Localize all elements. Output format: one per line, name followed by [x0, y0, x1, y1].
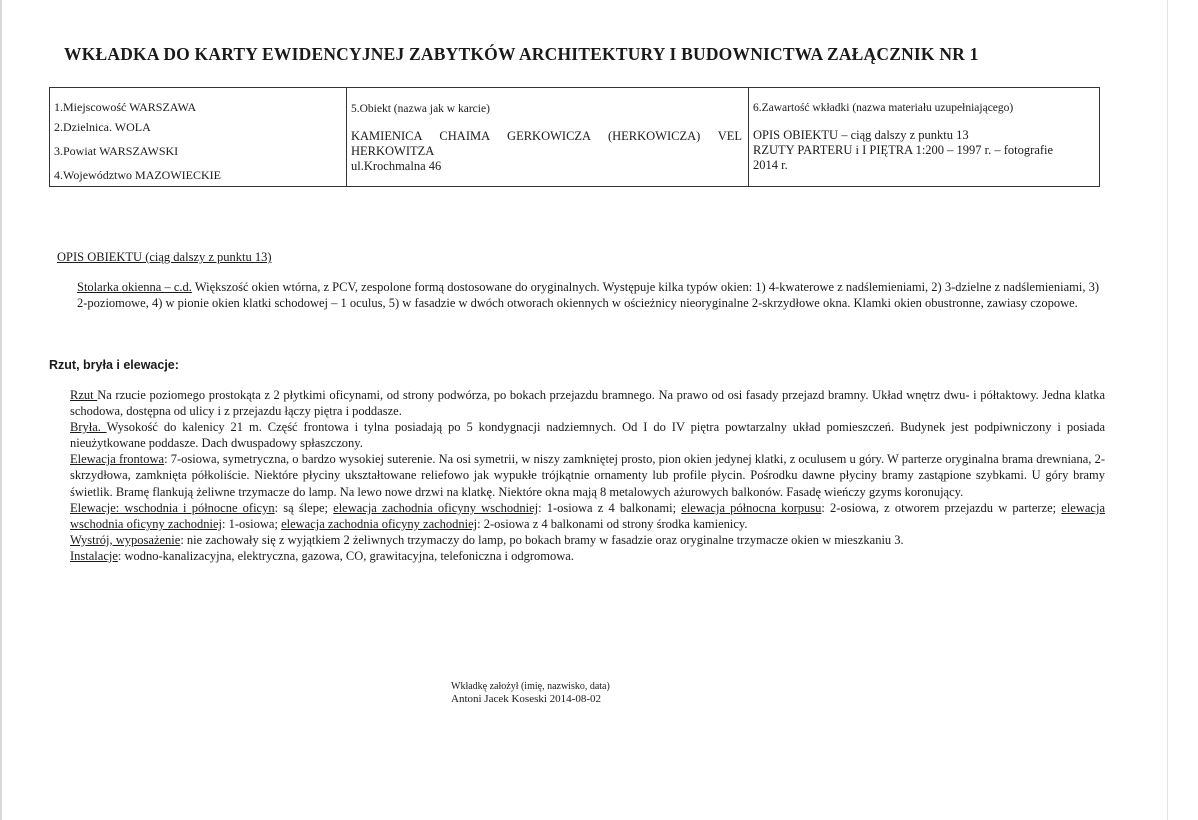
- object-address: ul.Krochmalna 46: [351, 159, 442, 173]
- scan-edge-left: [0, 0, 2, 820]
- front-elevation-text: : 7-osiowa, symetryczna, o bardzo wysokiej suterenie. Na osi symetrii, w niszy zamkniętej prosto, pion okien jedynej klatki, z oculusem u góry. W parterze oryginalna brama drewniana, 2-skrzydłowa, zamknięta półkoliście. Niektóre płyciny ukształtowane reliefowo jak wypukłe trójkątnie ornamenty lub profile płycin. Pośrodku dawne płyciny bramy zastąpione szybkami. U góry bramy świetlik. Bramę flankują żeliwne trzymacze do lamp. Na lewo nowe drzwi na klatkę. Niektóre okna mają 8 metalowych ażurowych balkonów. Fasadę wieńczy gzyms koronujący.: [70, 452, 1105, 499]
- elevations-paragraph: [70, 500, 1105, 532]
- plan-heading: Rzut, bryła i elewacje:: [49, 358, 179, 372]
- scan-edge-right: [1167, 0, 1168, 820]
- west-elevation-west-wing-text: : 2-osiowa z 4 balkonami od strony środka kamienicy.: [477, 516, 748, 531]
- west-elevation-east-wing-label: elewacja zachodnia oficyny wschodniej: [333, 500, 539, 515]
- plan-label: Rzut: [70, 388, 98, 402]
- west-elevation-east-wing-text: : 1-osiowa z 4 balkonami;: [538, 500, 682, 515]
- contents-column: [749, 88, 1099, 186]
- window-joinery-text: Większość okien wtórna, z PCV, zespolone formą dostosowane do oryginalnych. Występuje kilka typów okien: 1) 4-kwaterowe z nadślemieniami, 2) 3-dzielne z nadślemieniami, 3) 2-poziomowe, 4) w pionie okien klatki schodowej – 1 oculus, 5) w fasadzie w dwóch otworach okiennych w ościeżnicy nieoryginalne 2-skrzydłowe okna. Klamki okien obustronne, zawiasy czopowe.: [77, 280, 1099, 311]
- plan-details: [70, 387, 1105, 564]
- locality-field: 1.Miejscowość WARSZAWA: [54, 100, 197, 114]
- signature-block: [451, 680, 610, 706]
- signature-value: Antoni Jacek Koseski 2014-08-02: [451, 693, 602, 705]
- object-label: 5.Obiekt (nazwa jak w karcie): [351, 103, 490, 115]
- installations-label: Instalacje: [70, 548, 118, 563]
- mass-label: Bryła.: [70, 420, 107, 435]
- north-elevation-body-text: : 2-osiowa, z otworem przejazdu w parterze;: [821, 500, 1062, 515]
- info-table: [49, 87, 1100, 187]
- contents-line3: 2014 r.: [753, 158, 788, 172]
- installations-text: : wodno-kanalizacyjna, elektryczna, gazowa, CO, grawitacyjna, telefoniczna i odgromowa.: [117, 548, 574, 563]
- north-elevation-body-label: elewacja północna korpusu: [681, 500, 822, 515]
- district-field: 2.Dzielnica. WOLA: [54, 120, 151, 134]
- object-name-line2: HERKOWITZA: [351, 144, 435, 158]
- window-joinery-label: Stolarka okienna – c.d.: [77, 280, 192, 294]
- description-heading: OPIS OBIEKTU (ciąg dalszy z punktu 13): [57, 250, 272, 264]
- county-field: 3.Powiat WARSZAWSKI: [54, 144, 179, 158]
- location-column: [50, 88, 347, 186]
- window-joinery-paragraph: [77, 279, 1099, 312]
- mass-paragraph: [70, 419, 1105, 451]
- voivodeship-field: 4.Województwo MAZOWIECKIE: [54, 168, 221, 182]
- contents-line2: RZUTY PARTERU i I PIĘTRA 1:200 – 1997 r. – fotografie: [753, 143, 1054, 157]
- plan-paragraph: [70, 387, 1105, 419]
- signature-label: Wkładkę założył (imię, nazwisko, data): [451, 681, 610, 692]
- plan-text: Na rzucie poziomego prostokąta z 2 płytkimi oficynami, od strony podwórza, po bokach przejazdu bramnego. Na prawo od osi fasady przejazd bramny. Układ wnętrz dwu- i półtaktowy. Jedna klatka schodowa, dostępna od ulicy i z przejazdu łączy piętra i poddasze.: [70, 388, 1105, 419]
- west-elevation-west-wing-label: elewacja zachodnia oficyny zachodniej: [281, 516, 478, 531]
- contents-label: 6.Zawartość wkładki (nazwa materiału uzupełniającego): [753, 102, 1014, 114]
- decor-label: Wystrój, wyposażenie: [70, 532, 181, 547]
- east-north-elevations-text: : są ślepe;: [274, 500, 334, 515]
- contents-line1: OPIS OBIEKTU – ciąg dalszy z punktu 13: [753, 128, 969, 142]
- east-north-elevations-label: Elewacje: wschodnia i północne oficyn: [70, 500, 275, 515]
- installations-paragraph: [70, 548, 1105, 564]
- decor-paragraph: [70, 532, 1105, 548]
- front-elevation-label: Elewacja frontowa: [70, 452, 165, 467]
- east-elevation-west-wing-text: : 1-osiowa;: [222, 516, 282, 531]
- front-elevation-paragraph: [70, 451, 1105, 499]
- object-column: [347, 88, 749, 186]
- object-name-line1: KAMIENICA CHAIMA GERKOWICZA (HERKOWICZA) VEL: [351, 129, 742, 143]
- mass-text: Wysokość do kalenicy 21 m. Część frontowa i tylna posiadają po 5 kondygnacji nadziemnych. Od I do IV piętra powtarzalny układ pomieszczeń. Budynek jest podpiwniczony i posiada nieużytkowane poddasze. Dach dwuspadowy spłaszczony.: [70, 420, 1106, 451]
- east-elevation-west-wing-label: elewacja wschodnia oficyny zachodniej: [70, 500, 1105, 531]
- document-title: WKŁADKA DO KARTY EWIDENCYJNEJ ZABYTKÓW ARCHITEKTURY I BUDOWNICTWA ZAŁĄCZNIK NR 1: [64, 44, 979, 64]
- decor-text: : nie zachowały się z wyjątkiem 2 żeliwnych trzymaczy do lamp, po bokach bramy w fasadzie oraz oryginalne trzymacze okien w mieszkaniu 3.: [180, 532, 904, 547]
